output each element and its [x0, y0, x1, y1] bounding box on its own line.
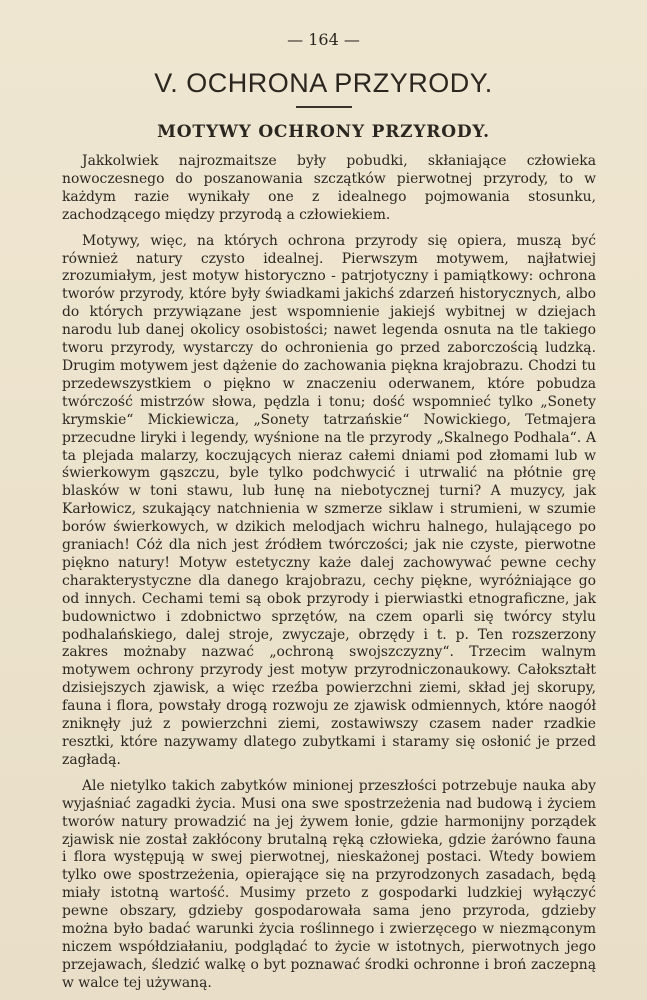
chapter-title: V. OCHRONA PRZYRODY.: [154, 68, 493, 98]
body-text: [62, 153, 596, 993]
section-title: MOTYWY OCHRONY PRZYRODY.: [157, 122, 490, 142]
paragraph-3: Ale nietylko takich zabytków minionej przeszłości potrzebuje nauka aby wyjaśniać zagadki życia. Musi ona swe spostrzeżenia nad budową i życiem tworów natury prowadzić na jej żywem łonie, gdzie harmonijny porządek zjawisk nie został zakłócony brutalną ręką człowieka, gdzie żarówno fauna i flora występują w swej pierwotnej, nieskażonej postaci. Wtedy bowiem tylko owe spostrzeżenia, opierające się na przyrodzonych zasadach, będą miały istotną wartość. Musimy przeto z gospodarki ludzkiej wyłączyć pewne obszary, gdzieby gospodarowała sama jeno przyroda, gdzieby można było badać warunki życia roślinnego i zwierzęcego w niezmąconym niczem współdziałaniu, podglądać to życie w istotnych, pierwotnych jego przejawach, śledzić walkę o byt poznawać środki ochronne i broń zaczepną w walce tej używaną.: [62, 777, 596, 991]
page-number: — 164 —: [287, 30, 360, 49]
paragraph-2: Motywy, więc, na których ochrona przyrody się opiera, muszą być również natury czysto idealnej. Pierwszym motywem, najłatwiej zrozumiałym, jest motyw historyczno - patrjotyczny i pamiątkowy: ochrona tworów przyrody, które były świadkami jakichś zdarzeń historycznych, albo do których przywiązane jest wspomnienie jakiejś wybitnej w dziejach narodu lub danej okolicy osobistości; nawet legenda osnuta na tle takiego tworu przyrody, wystarczy do ochronienia go przed zaborczością ludzką. Drugim motywem jest dążenie do zachowania piękna krajobrazu. Chodzi tu przedewszystkiem o piękno w znaczeniu oderwanem, które pobudza twórczość mistrzów słowa, pędzla i tonu; dość wspomnieć tylko „Sonety krymskie“ Mickiewicza, „Sonety tatrzańskie“ Nowickiego, Tetmajera przecudne liryki i legendy, wyśnione na tle przyrody „Skalnego Podhala“. A ta plejada malarzy, koczujących nieraz całemi dniami pod złomami lub w świerkowym gąszczu, byle tylko podchwycić i utrwalić na płótnie grę blasków w toni stawu, lub łunę na niebotycznej turni? A muzycy, jak Karłowicz, szukający natchnienia w szmerze siklaw i strumieni, w szumie borów świerkowych, w dzikich melodjach wichru halnego, hulającego po graniach! Cóż dla nich jest źródłem twórczości; jak nie czyste, pierwotne piękno natury! Motyw estetyczny każe dalej zachowywać pewne cechy charakterystyczne dla danego krajobrazu, cechy piękne, wyróżniające go od innych. Cechami temi są obok przyrody i pierwiastki etnograficzne, jak budownictwo i zdobnictwo sprzętów, na czem oparli się twórcy stylu podhalańskiego, dalej stroje, zwyczaje, obrzędy i t. p. Ten rozszerzony zakres możnaby nazwać „ochroną swojszczyzny“. Trzecim walnym motywem ochrony przyrody jest motyw przyrodniczonaukowy. Całokształt dzisiejszych zjawisk, a więc rzeźba powierzchni ziemi, skład jej skorupy, fauna i flora, powstały drogą rozwoju ze zjawisk odmiennych, które naogół zniknęły już z powierzchni ziemi, zostawiwszy czasem nader rzadkie resztki, które nazywamy dlatego zubytkami i staramy się osłonić je przed zagładą.: [62, 232, 596, 768]
paragraph-1: Jakkolwiek najrozmaitsze były pobudki, skłaniające człowieka nowoczesnego do poszanowania szczątków pierwotnej przyrody, to w każdym razie wynikały one z idealnego pojmowania stosunku, zachodzącego między przyrodą a człowiekiem.: [62, 153, 596, 223]
title-divider: [296, 106, 352, 108]
